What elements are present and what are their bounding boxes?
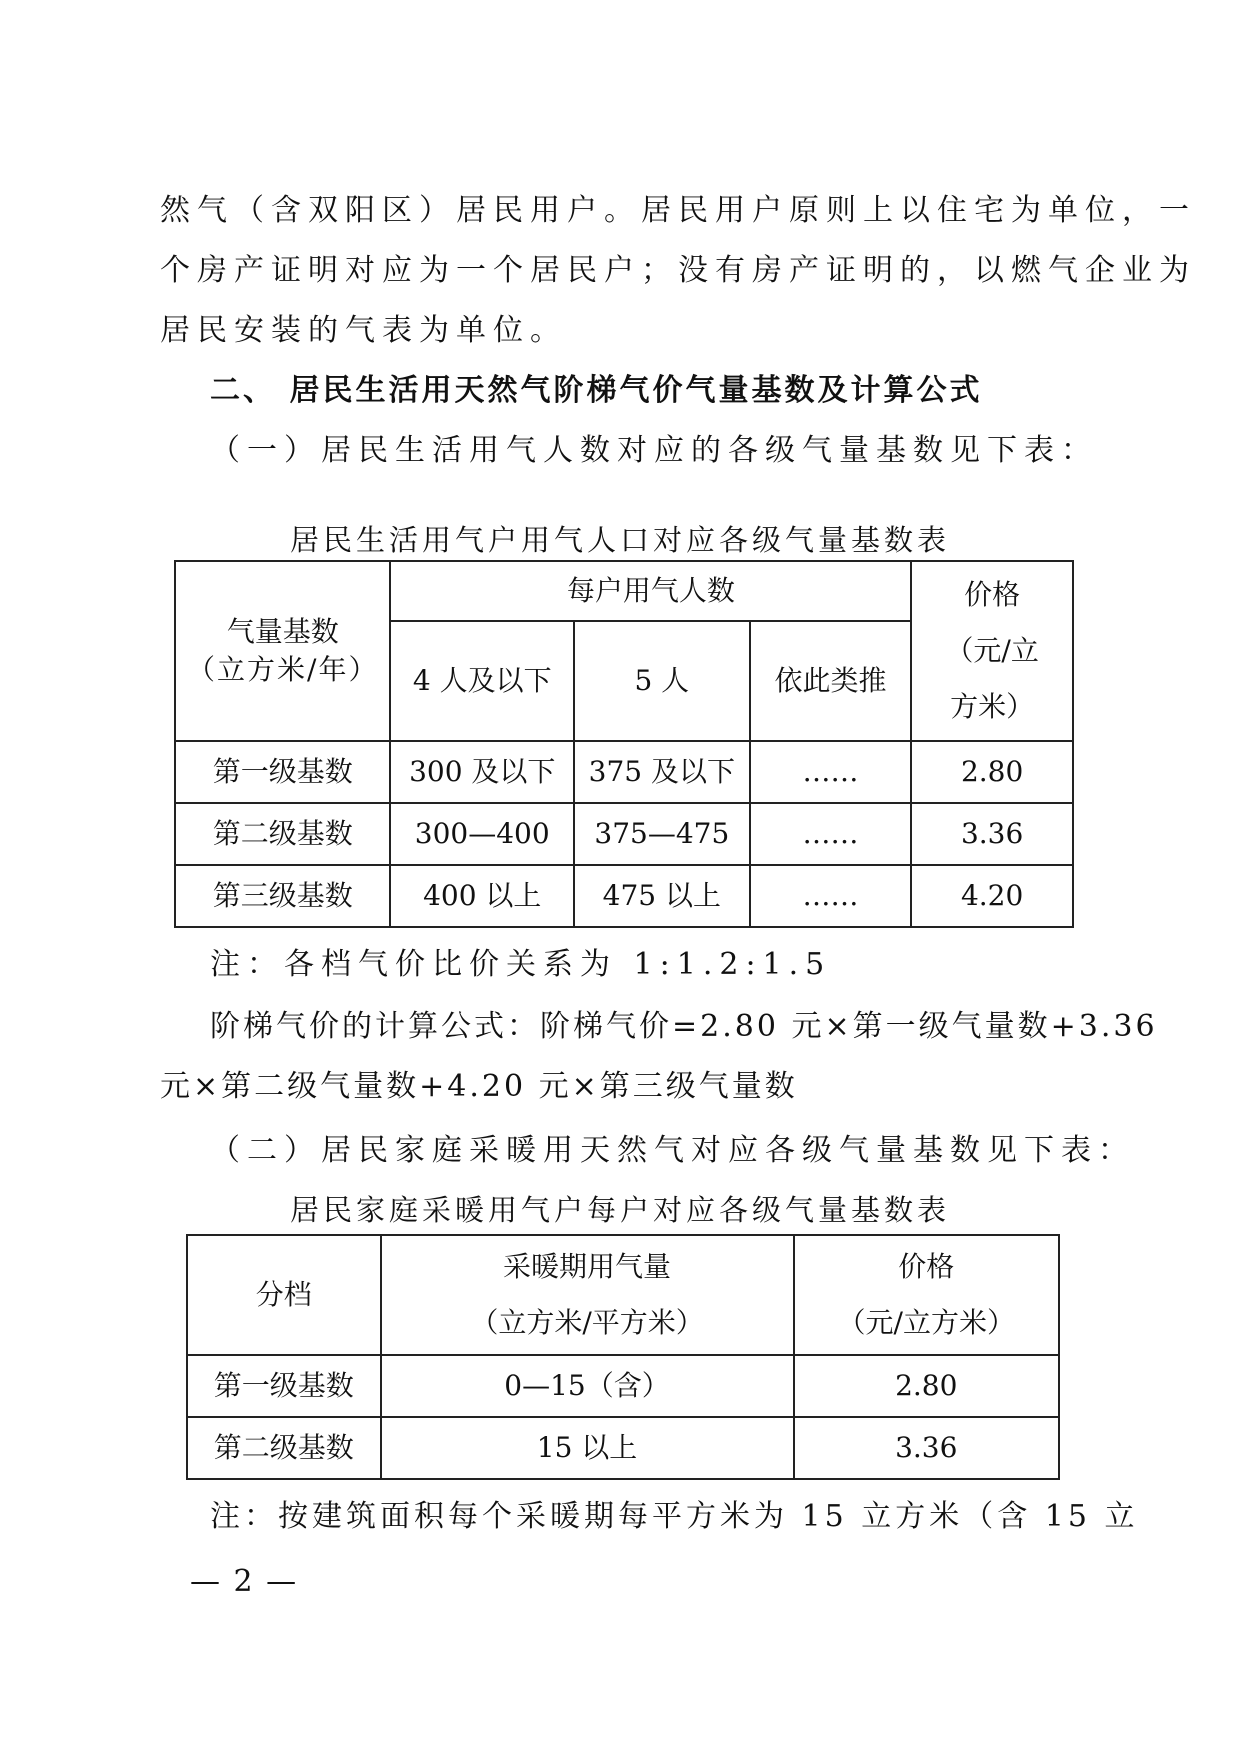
table1-caption: 居民生活用气户用气人口对应各级气量基数表 xyxy=(289,523,950,557)
paragraph-line: 居民安装的气表为单位。 xyxy=(160,313,567,348)
header-gas-base: 气量基数 （立方米/年） xyxy=(175,561,390,741)
formula-line: 元×第二级气量数+4.20 元×第三级气量数 xyxy=(160,1069,798,1104)
note-1: 注：各档气价比价关系为 1:1.2:1.5 xyxy=(210,947,832,982)
formula-line: 阶梯气价的计算公式：阶梯气价=2.80 元×第一级气量数+3.36 xyxy=(210,1009,1158,1044)
table2-caption: 居民家庭采暖用气户每户对应各级气量基数表 xyxy=(289,1193,950,1227)
header-persons-etc: 依此类推 xyxy=(750,621,912,741)
page-number: — 2 — xyxy=(190,1564,299,1599)
table-row: 第一级基数 0—15（含） 2.80 xyxy=(187,1355,1059,1417)
table-row: 第三级基数 400 以上 475 以上 …… 4.20 xyxy=(175,865,1073,927)
paragraph-line: 然气（含双阳区）居民用户。居民用户原则上以住宅为单位，一 xyxy=(160,193,1196,228)
header-price: 价格 （元/立 方米） xyxy=(911,561,1073,741)
section-heading: 二、 居民生活用天然气阶梯气价气量基数及计算公式 xyxy=(210,373,983,408)
header-heating-volume: 采暖期用气量 （立方米/平方米） xyxy=(381,1235,794,1355)
header-heating-price: 价格 （元/立方米） xyxy=(794,1235,1059,1355)
table-heating-gas-tiers xyxy=(186,1234,1060,1480)
header-persons-group: 每户用气人数 xyxy=(390,561,911,621)
table-row: 第一级基数 300 及以下 375 及以下 …… 2.80 xyxy=(175,741,1073,803)
table-row: 第二级基数 15 以上 3.36 xyxy=(187,1417,1059,1479)
sub-heading-1: （一）居民生活用气人数对应的各级气量基数见下表： xyxy=(210,433,1098,468)
table-household-gas-tiers xyxy=(174,560,1074,928)
table-row: 第二级基数 300—400 375—475 …… 3.36 xyxy=(175,803,1073,865)
header-tier: 分档 xyxy=(187,1235,381,1355)
sub-heading-2: （二）居民家庭采暖用天然气对应各级气量基数见下表： xyxy=(210,1133,1135,1168)
paragraph-line: 个房产证明对应为一个居民户；没有房产证明的，以燃气企业为 xyxy=(160,253,1196,288)
header-persons-5: 5 人 xyxy=(574,621,750,741)
header-persons-4: 4 人及以下 xyxy=(390,621,574,741)
note-2: 注：按建筑面积每个采暖期每平方米为 15 立方米（含 15 立 xyxy=(210,1499,1139,1534)
